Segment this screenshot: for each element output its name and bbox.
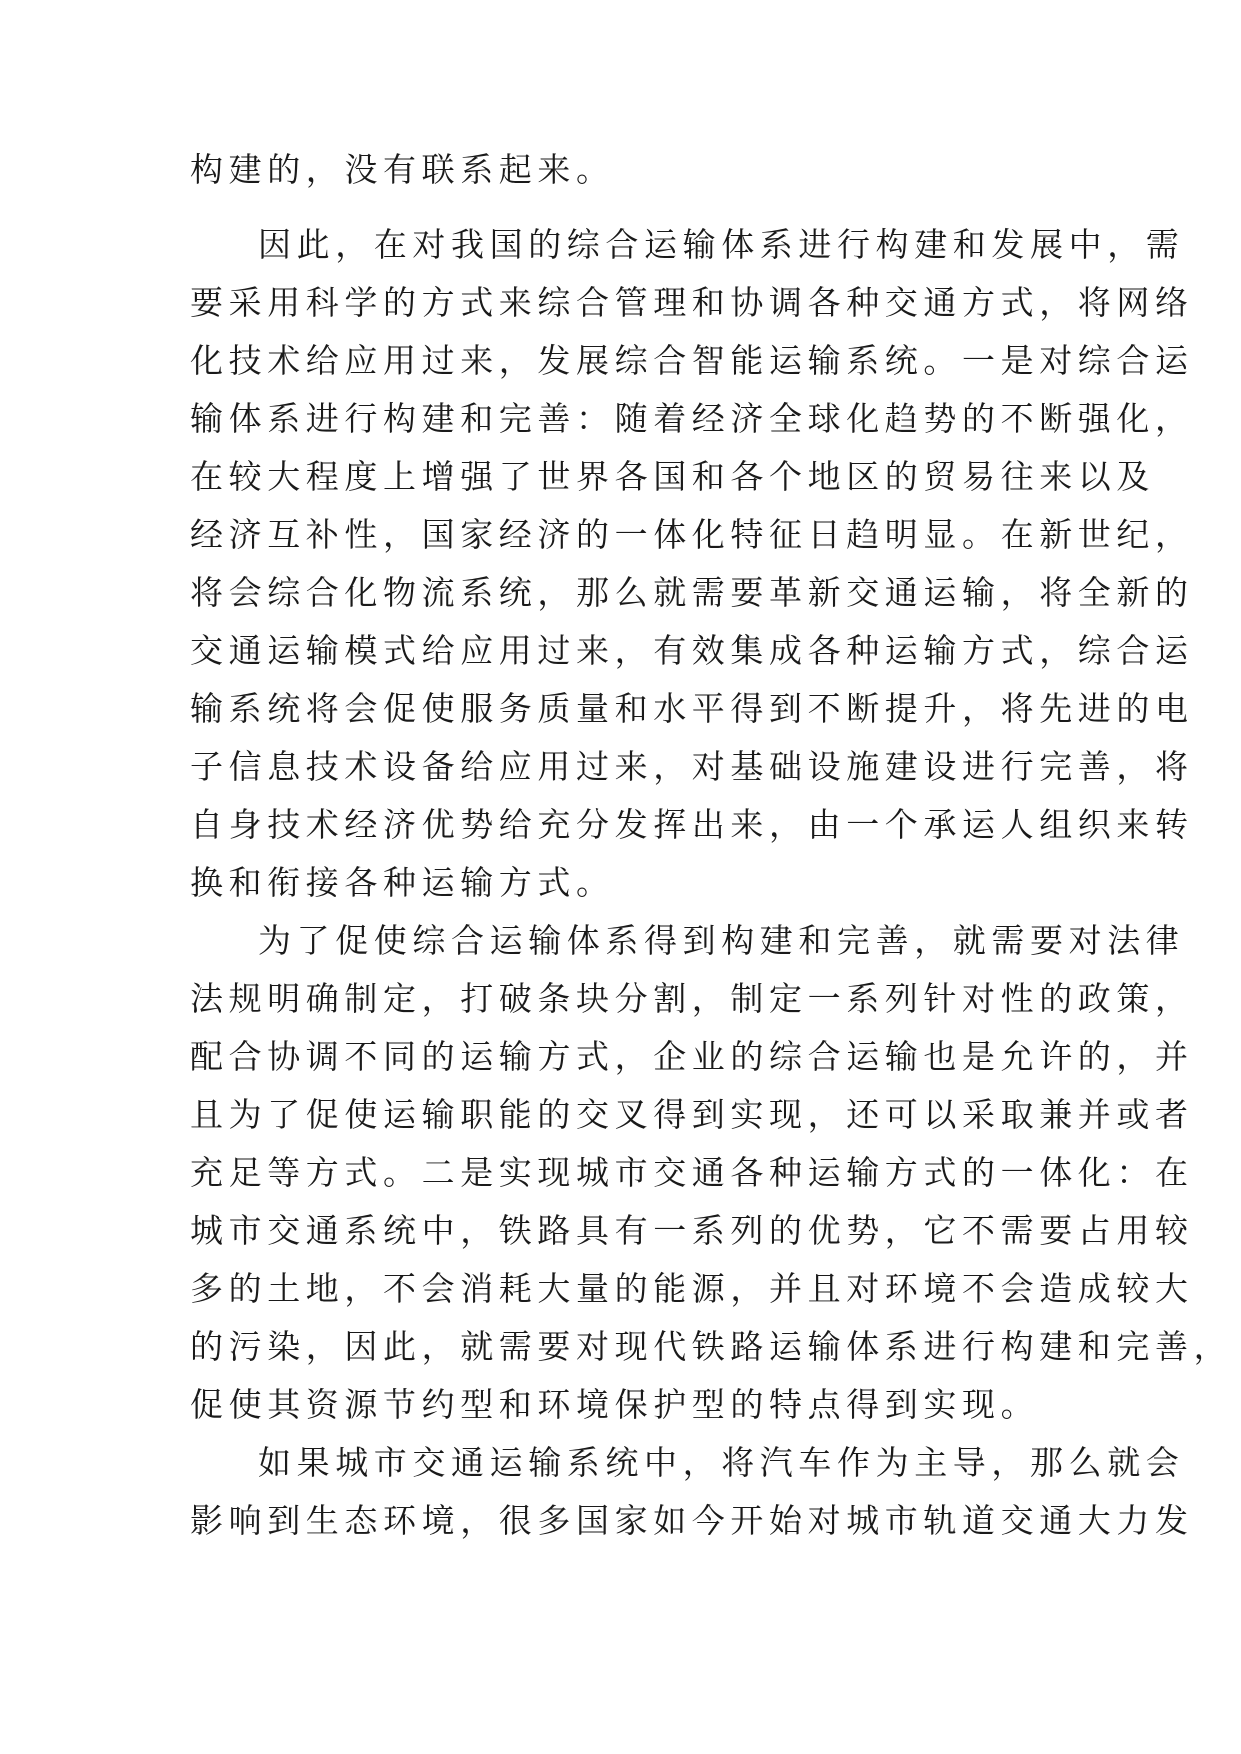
text-line: 多的土地，不会消耗大量的能源，并且对环境不会造成较大	[190, 1269, 1194, 1308]
text-line: 法规明确制定，打破条块分割，制定一系列针对性的政策，	[190, 979, 1194, 1018]
text-line: 在较大程度上增强了世界各国和各个地区的贸易往来以及	[190, 457, 1155, 496]
text-line: 输体系进行构建和完善：随着经济全球化趋势的不断强化，	[190, 399, 1194, 438]
text-line: 将会综合化物流系统，那么就需要革新交通运输，将全新的	[190, 573, 1194, 612]
paragraph-first-line: 如果城市交通运输系统中，将汽车作为主导，那么就会	[258, 1443, 1185, 1482]
text-line: 充足等方式。二是实现城市交通各种运输方式的一体化：在	[190, 1153, 1194, 1192]
text-line: 交通运输模式给应用过来，有效集成各种运输方式，综合运	[190, 631, 1194, 670]
text-line: 输系统将会促使服务质量和水平得到不断提升，将先进的电	[190, 689, 1194, 728]
text-line: 换和衔接各种运输方式。	[190, 863, 615, 902]
text-line: 子信息技术设备给应用过来，对基础设施建设进行完善，将	[190, 747, 1194, 786]
text-line: 且为了促使运输职能的交叉得到实现，还可以采取兼并或者	[190, 1095, 1194, 1134]
text-line: 的污染，因此，就需要对现代铁路运输体系进行构建和完善，	[190, 1327, 1233, 1366]
text-line: 要采用科学的方式来综合管理和协调各种交通方式，将网络	[190, 283, 1194, 322]
text-line: 影响到生态环境，很多国家如今开始对城市轨道交通大力发	[190, 1501, 1194, 1540]
text-line: 配合协调不同的运输方式，企业的综合运输也是允许的，并	[190, 1037, 1194, 1076]
text-line: 自身技术经济优势给充分发挥出来，由一个承运人组织来转	[190, 805, 1194, 844]
text-line: 促使其资源节约型和环境保护型的特点得到实现。	[190, 1385, 1040, 1424]
text-line: 城市交通系统中，铁路具有一系列的优势，它不需要占用较	[190, 1211, 1194, 1250]
paragraph-first-line: 为了促使综合运输体系得到构建和完善，就需要对法律	[258, 921, 1185, 960]
text-line: 经济互补性，国家经济的一体化特征日趋明显。在新世纪，	[190, 515, 1194, 554]
paragraph-first-line: 因此，在对我国的综合运输体系进行构建和发展中，需	[258, 225, 1185, 264]
text-line: 化技术给应用过来，发展综合智能运输系统。一是对综合运	[190, 341, 1194, 380]
text-line: 构建的，没有联系起来。	[190, 150, 615, 189]
